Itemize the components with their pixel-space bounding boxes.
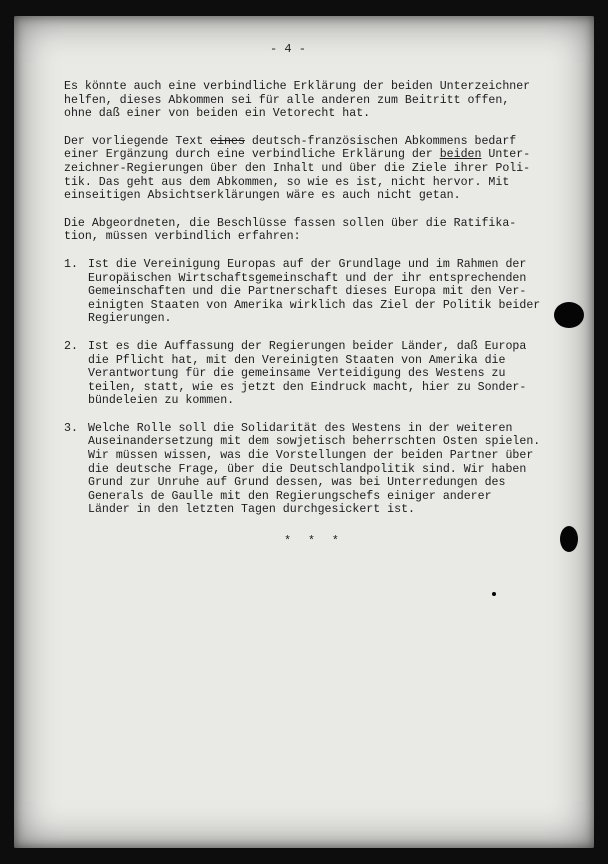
text-line: Gemeinschaften und die Partnerschaft dieses Europa mit den Ver- <box>88 285 527 299</box>
text-line <box>64 135 564 149</box>
text-fragment: einer Ergänzung durch eine verbindliche Erklärung der <box>64 148 440 162</box>
text-line: Verantwortung für die gemeinsame Verteidigung des Westens zu <box>88 367 506 381</box>
text-line: Länder in den letzten Tagen durchgesickert ist. <box>88 503 415 517</box>
document-body <box>64 80 564 549</box>
section-separator: * * * <box>284 535 344 549</box>
text-line: Die Abgeordneten, die Beschlüsse fassen sollen über die Ratifika- <box>64 216 517 230</box>
question-list <box>64 258 564 517</box>
text-line: ohne daß einer von beiden ein Vetorecht hat. <box>64 107 371 121</box>
page-number: - 4 - <box>270 42 307 56</box>
underlined-word: beiden <box>439 148 482 162</box>
text-line: Europäischen Wirtschaftsgemeinschaft und der ihr entsprechenden <box>88 271 527 285</box>
item-number: 1. <box>64 257 78 271</box>
text-line: bündeleien zu kommen. <box>88 394 235 408</box>
paragraph-2 <box>64 135 564 203</box>
text-line <box>64 148 564 162</box>
text-line: einigten Staaten von Amerika wirklich das Ziel der Politik beider <box>88 298 541 312</box>
text-line: die deutsche Frage, über die Deutschlandpolitik sind. Wir haben <box>88 462 527 476</box>
text-fragment: deutsch-französischen Abkommens bedarf <box>244 134 517 148</box>
text-fragment: Der vorliegende Text <box>64 134 211 148</box>
text-line: Generals de Gaulle mit den Regierungschefs einiger anderer <box>88 489 492 503</box>
text-line: tik. Das geht aus dem Abkommen, so wie es ist, nicht hervor. Mit <box>64 175 510 189</box>
text-line: Regierungen. <box>88 312 172 326</box>
text-line: einseitigen Absichtserklärungen wäre es auch nicht getan. <box>64 189 461 203</box>
text-line: helfen, dieses Abkommen sei für alle anderen zum Beitritt offen, <box>64 93 510 107</box>
text-line: Welche Rolle soll die Solidarität des Westens in der weiteren <box>88 421 513 435</box>
text-line: tion, müssen verbindlich erfahren: <box>64 230 301 244</box>
struck-word: eines <box>210 134 245 148</box>
paragraph-3 <box>64 217 564 244</box>
text-line: die Pflicht hat, mit den Vereinigten Staaten von Amerika die <box>88 353 506 367</box>
list-item <box>64 340 564 408</box>
text-line: Es könnte auch eine verbindliche Erklärung der beiden Unterzeichner <box>64 80 531 93</box>
item-number: 2. <box>64 339 78 353</box>
text-line: Grund zur Unruhe auf Grund dessen, was bei Unterredungen des <box>88 476 506 490</box>
text-line: Wir müssen wissen, was die Vorstellungen der beiden Partner über <box>88 449 534 463</box>
list-item <box>64 258 564 326</box>
text-line: Auseinandersetzung mit dem sowjetisch beherrschten Osten spielen. <box>88 435 541 449</box>
item-number: 3. <box>64 421 78 435</box>
text-line: zeichner-Regierungen über den Inhalt und über die Ziele ihrer Poli- <box>64 161 531 175</box>
text-line: Ist die Vereinigung Europas auf der Grundlage und im Rahmen der <box>88 257 527 271</box>
ink-blot <box>492 592 496 596</box>
text-line: Ist es die Auffassung der Regierungen beider Länder, daß Europa <box>88 339 527 353</box>
text-fragment: Unter- <box>481 148 531 162</box>
text-line: teilen, statt, wie es jetzt den Eindruck macht, hier zu Sonder- <box>88 380 527 394</box>
paragraph-1 <box>64 80 564 121</box>
list-item <box>64 422 564 517</box>
